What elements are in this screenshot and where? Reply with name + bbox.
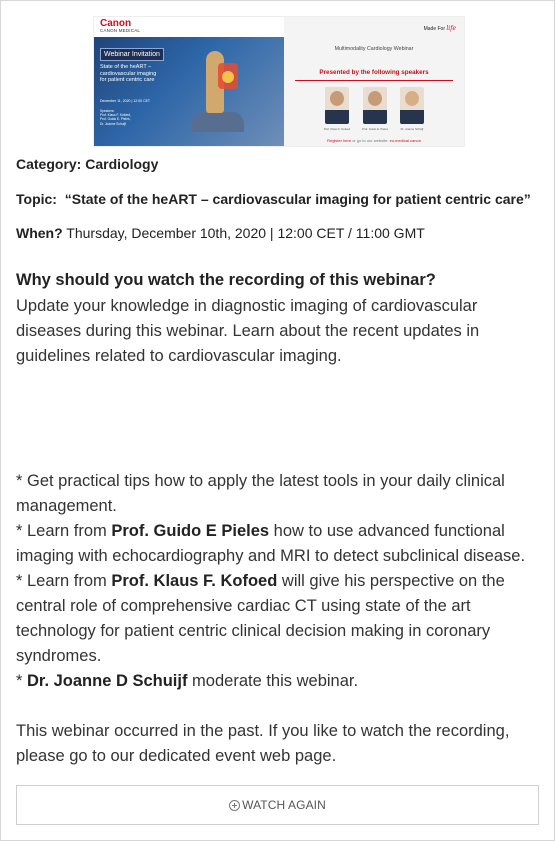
canon-logo: Canon CANON MEDICAL [94,17,284,37]
speaker-photo-schuijf [400,87,424,124]
made-for-life-tagline: Made For life [423,25,456,32]
banner-webinar-name: Multimodality Cardiology Webinar [334,46,414,52]
outro-paragraph: This webinar occurred in the past. If you like to watch the recording, please go to our dedicated event web page. [16,722,510,765]
when-line: When? Thursday, December 10th, 2020 | 12:00 CET / 11:00 GMT [16,225,425,241]
intro-paragraph: Update your knowledge in diagnostic imaging of cardiovascular diseases during this webinar. Learn about the recent updates in guidelines related to cardiovascular imaging. [16,297,480,365]
banner-left-panel [94,17,284,146]
banner-presented-by: Presented by the following speakers [319,69,429,76]
bullet-schuijf: * Dr. Joanne D Schuijf moderate this webinar. [16,672,359,690]
watch-again-label: WATCH AGAIN [242,798,326,812]
speaker-caption: Prof. Klaus F. Kofoed [323,127,351,131]
bullet-practical-tips: * Get practical tips how to apply the latest tools in your daily clinical management. [16,472,505,515]
banner-heart-glow [222,71,234,83]
banner-invitation-label: Webinar Invitation [100,48,164,61]
banner-right-panel [284,17,464,146]
topic-line: Topic: “State of the heART – cardiovascular imaging for patient centric care” [16,191,531,207]
banner-divider [295,80,453,81]
speaker-photo-pieles [363,87,387,124]
webinar-banner-image [93,16,465,147]
watch-again-button[interactable] [16,785,539,825]
banner-date: December 11, 2020 | 12:00 CET [100,99,151,103]
speaker-photo-kofoed [325,87,349,124]
banner-title: State of the heART – cardiovascular imaging for patient centric care [100,64,157,83]
speaker-caption: Prof. Guido E. Pieles [362,127,388,131]
speaker-caption: Dr. Joanne Schuijf [400,127,424,131]
plus-circle-icon [229,800,240,811]
banner-register-line: Register here or go to our website: eu.medical.canon [327,138,421,143]
banner-speakers: Speakers: Prof. Klaus F. Kofoed, Prof. Guido E. Pieles, Dr. Joanne Schuijf [100,109,131,126]
bullet-kofoed: * Learn from Prof. Klaus F. Kofoed will give his perspective on the central role of comprehensive cardiac CT using state of the art technology for patient centric clinical decision making in coronary syndromes. [16,572,505,665]
bullet-pieles: * Learn from Prof. Guido E Pieles how to use advanced functional imaging with echocardiography and MRI to detect subclinical disease. [16,522,526,565]
category-line: Category: Cardiology [16,156,159,172]
section-heading: Why should you watch the recording of this webinar? [16,271,436,289]
banner-stones-graphic [192,112,244,132]
